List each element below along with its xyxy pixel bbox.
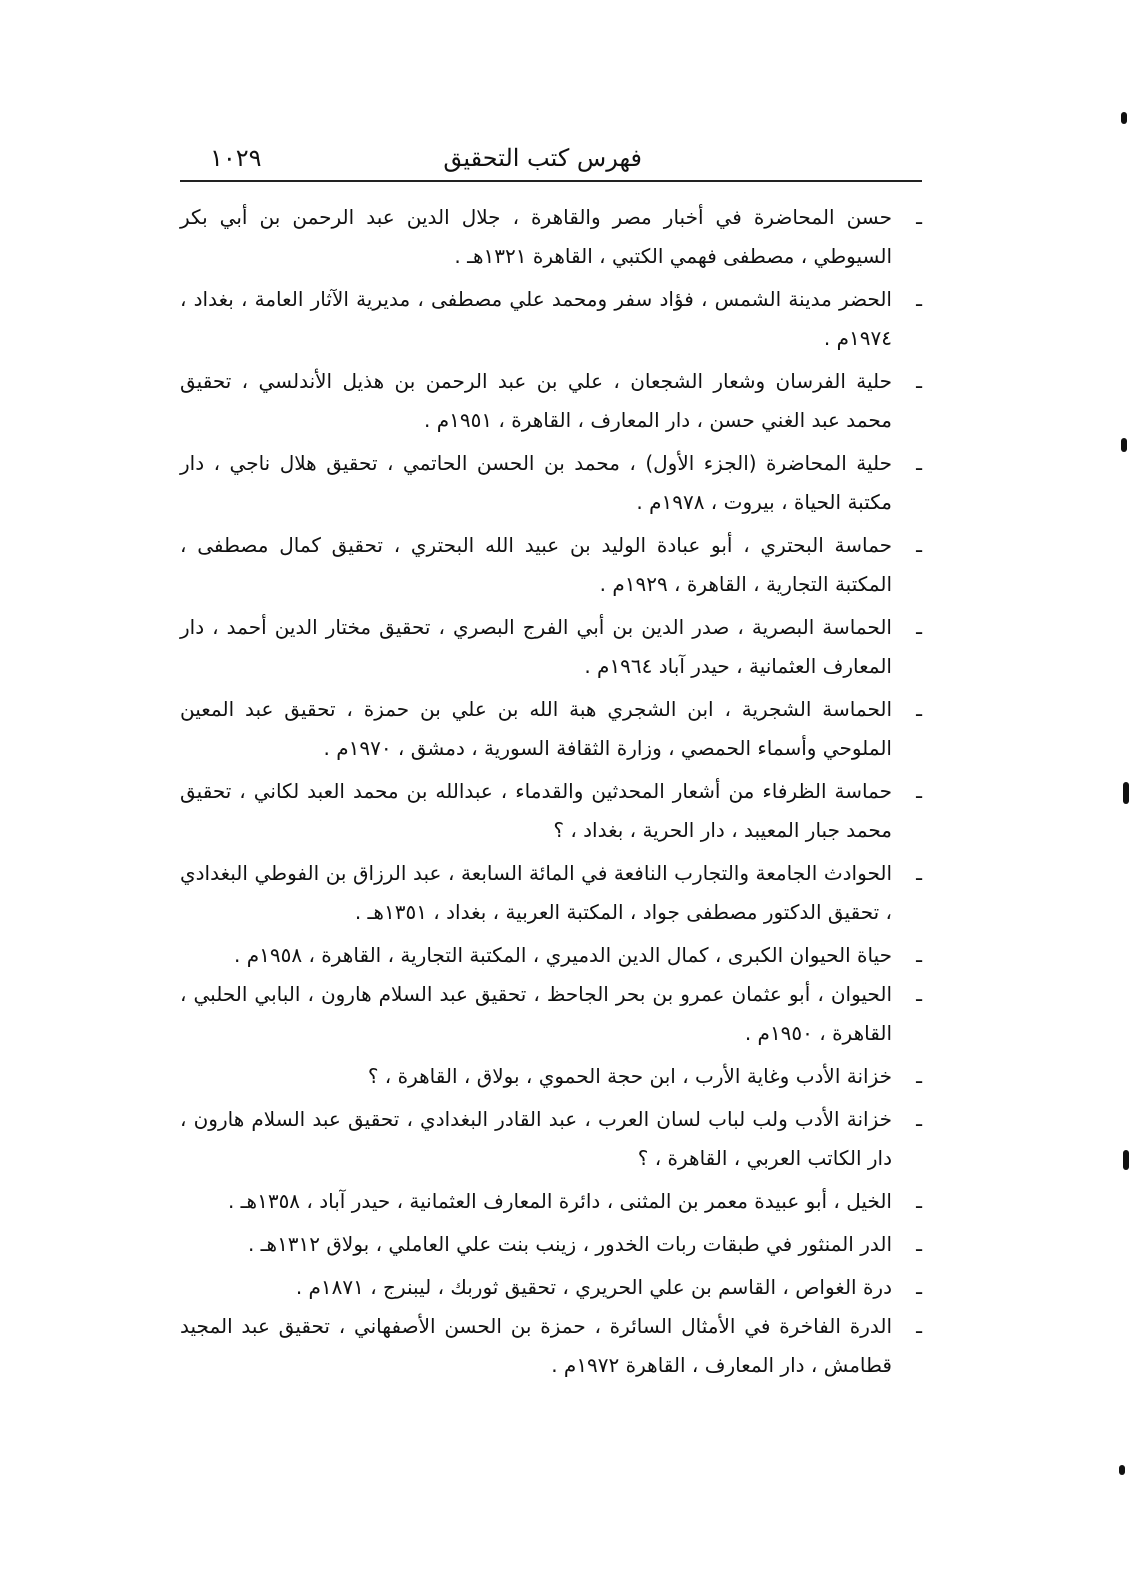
running-head bbox=[180, 140, 922, 180]
bullet-dash: ـ bbox=[916, 861, 922, 885]
list-item bbox=[180, 1268, 922, 1307]
bullet-dash: ـ bbox=[916, 533, 922, 557]
scan-mark bbox=[1119, 1465, 1125, 1475]
entry-text: حماسة البحتري ، أبو عبادة الوليد بن عبيد الله البحتري ، تحقيق كمال مصطفى ، المكتبة التجارية ، القاهرة ، ١٩٢٩م . bbox=[180, 533, 892, 596]
list-item bbox=[180, 198, 922, 276]
page-number: ١٠٢٩ bbox=[210, 144, 262, 172]
page-title: فهرس كتب التحقيق bbox=[443, 144, 642, 172]
list-item bbox=[180, 690, 922, 768]
entry-text: حلية الفرسان وشعار الشجعان ، علي بن عبد الرحمن بن هذيل الأندلسي ، تحقيق محمد عبد الغني حسن ، دار المعارف ، القاهرة ، ١٩٥١م . bbox=[180, 369, 892, 432]
entry-text: الحضر مدينة الشمس ، فؤاد سفر ومحمد علي مصطفى ، مديرية الآثار العامة ، بغداد ، ١٩٧٤م . bbox=[180, 287, 892, 350]
scan-mark bbox=[1123, 782, 1129, 804]
list-item bbox=[180, 1182, 922, 1221]
entry-text: الحماسة البصرية ، صدر الدين بن أبي الفرج البصري ، تحقيق مختار الدين أحمد ، دار المعارف العثمانية ، حيدر آباد ١٩٦٤م . bbox=[180, 615, 892, 678]
entry-text: حسن المحاضرة في أخبار مصر والقاهرة ، جلال الدين عبد الرحمن بن أبي بكر السيوطي ، مصطفى فهمي الكتبي ، القاهرة ١٣٢١هـ . bbox=[180, 205, 892, 268]
bullet-dash: ـ bbox=[916, 982, 922, 1006]
bullet-dash: ـ bbox=[916, 1275, 922, 1299]
list-item bbox=[180, 362, 922, 440]
bullet-dash: ـ bbox=[916, 943, 922, 967]
bullet-dash: ـ bbox=[916, 1189, 922, 1213]
list-item bbox=[180, 1225, 922, 1264]
bullet-dash: ـ bbox=[916, 779, 922, 803]
bullet-dash: ـ bbox=[916, 287, 922, 311]
header-rule bbox=[180, 180, 922, 182]
entry-text: حياة الحيوان الكبرى ، كمال الدين الدميري ، المكتبة التجارية ، القاهرة ، ١٩٥٨م . bbox=[234, 943, 892, 967]
entry-text: خزانة الأدب وغاية الأرب ، ابن حجة الحموي ، بولاق ، القاهرة ، ؟ bbox=[367, 1064, 892, 1088]
list-item bbox=[180, 975, 922, 1053]
entry-text: حماسة الظرفاء من أشعار المحدثين والقدماء ، عبدالله بن محمد العبد لكاني ، تحقيق محمد جبار المعيبد ، دار الحرية ، بغداد ، ؟ bbox=[180, 779, 892, 842]
entry-text: الحوادث الجامعة والتجارب النافعة في المائة السابعة ، عبد الرزاق بن الفوطي البغدادي ، تحقيق الدكتور مصطفى جواد ، المكتبة العربية ، بغداد ، ١٣٥١هـ . bbox=[180, 861, 892, 924]
bullet-dash: ـ bbox=[916, 1107, 922, 1131]
scan-mark bbox=[1121, 438, 1127, 452]
bibliography-list bbox=[180, 198, 922, 1389]
list-item bbox=[180, 526, 922, 604]
list-item bbox=[180, 772, 922, 850]
bullet-dash: ـ bbox=[916, 1232, 922, 1256]
list-item bbox=[180, 1057, 922, 1096]
list-item bbox=[180, 1100, 922, 1178]
list-item bbox=[180, 608, 922, 686]
bullet-dash: ـ bbox=[916, 697, 922, 721]
scan-mark bbox=[1121, 112, 1127, 124]
bullet-dash: ـ bbox=[916, 615, 922, 639]
entry-text: الحماسة الشجرية ، ابن الشجري هبة الله بن علي بن حمزة ، تحقيق عبد المعين الملوحي وأسماء الحمصي ، وزارة الثقافة السورية ، دمشق ، ١٩٧٠م . bbox=[180, 697, 892, 760]
bullet-dash: ـ bbox=[916, 369, 922, 393]
bullet-dash: ـ bbox=[916, 205, 922, 229]
entry-text: خزانة الأدب ولب لباب لسان العرب ، عبد القادر البغدادي ، تحقيق عبد السلام هارون ، دار الكاتب العربي ، القاهرة ، ؟ bbox=[180, 1107, 892, 1170]
entry-text: الحيوان ، أبو عثمان عمرو بن بحر الجاحظ ، تحقيق عبد السلام هارون ، البابي الحلبي ، القاهرة ، ١٩٥٠م . bbox=[180, 982, 892, 1045]
bullet-dash: ـ bbox=[916, 451, 922, 475]
list-item bbox=[180, 936, 922, 975]
entry-text: درة الغواص ، القاسم بن علي الحريري ، تحقيق ثوربك ، ليبنرج ، ١٨٧١م . bbox=[295, 1275, 892, 1299]
list-item bbox=[180, 280, 922, 358]
list-item bbox=[180, 1307, 922, 1385]
list-item bbox=[180, 444, 922, 522]
bullet-dash: ـ bbox=[916, 1064, 922, 1088]
entry-text: الدرة الفاخرة في الأمثال السائرة ، حمزة بن الحسن الأصفهاني ، تحقيق عبد المجيد قطامش ، دار المعارف ، القاهرة ١٩٧٢م . bbox=[180, 1314, 892, 1377]
bullet-dash: ـ bbox=[916, 1314, 922, 1338]
entry-text: الخيل ، أبو عبيدة معمر بن المثنى ، دائرة المعارف العثمانية ، حيدر آباد ، ١٣٥٨هـ . bbox=[227, 1189, 892, 1213]
scan-mark bbox=[1123, 1150, 1129, 1170]
entry-text: حلية المحاضرة (الجزء الأول) ، محمد بن الحسن الحاتمي ، تحقيق هلال ناجي ، دار مكتبة الحياة ، بيروت ، ١٩٧٨م . bbox=[180, 451, 892, 514]
entry-text: الدر المنثور في طبقات ربات الخدور ، زينب بنت علي العاملي ، بولاق ١٣١٢هـ . bbox=[247, 1232, 892, 1256]
list-item bbox=[180, 854, 922, 932]
